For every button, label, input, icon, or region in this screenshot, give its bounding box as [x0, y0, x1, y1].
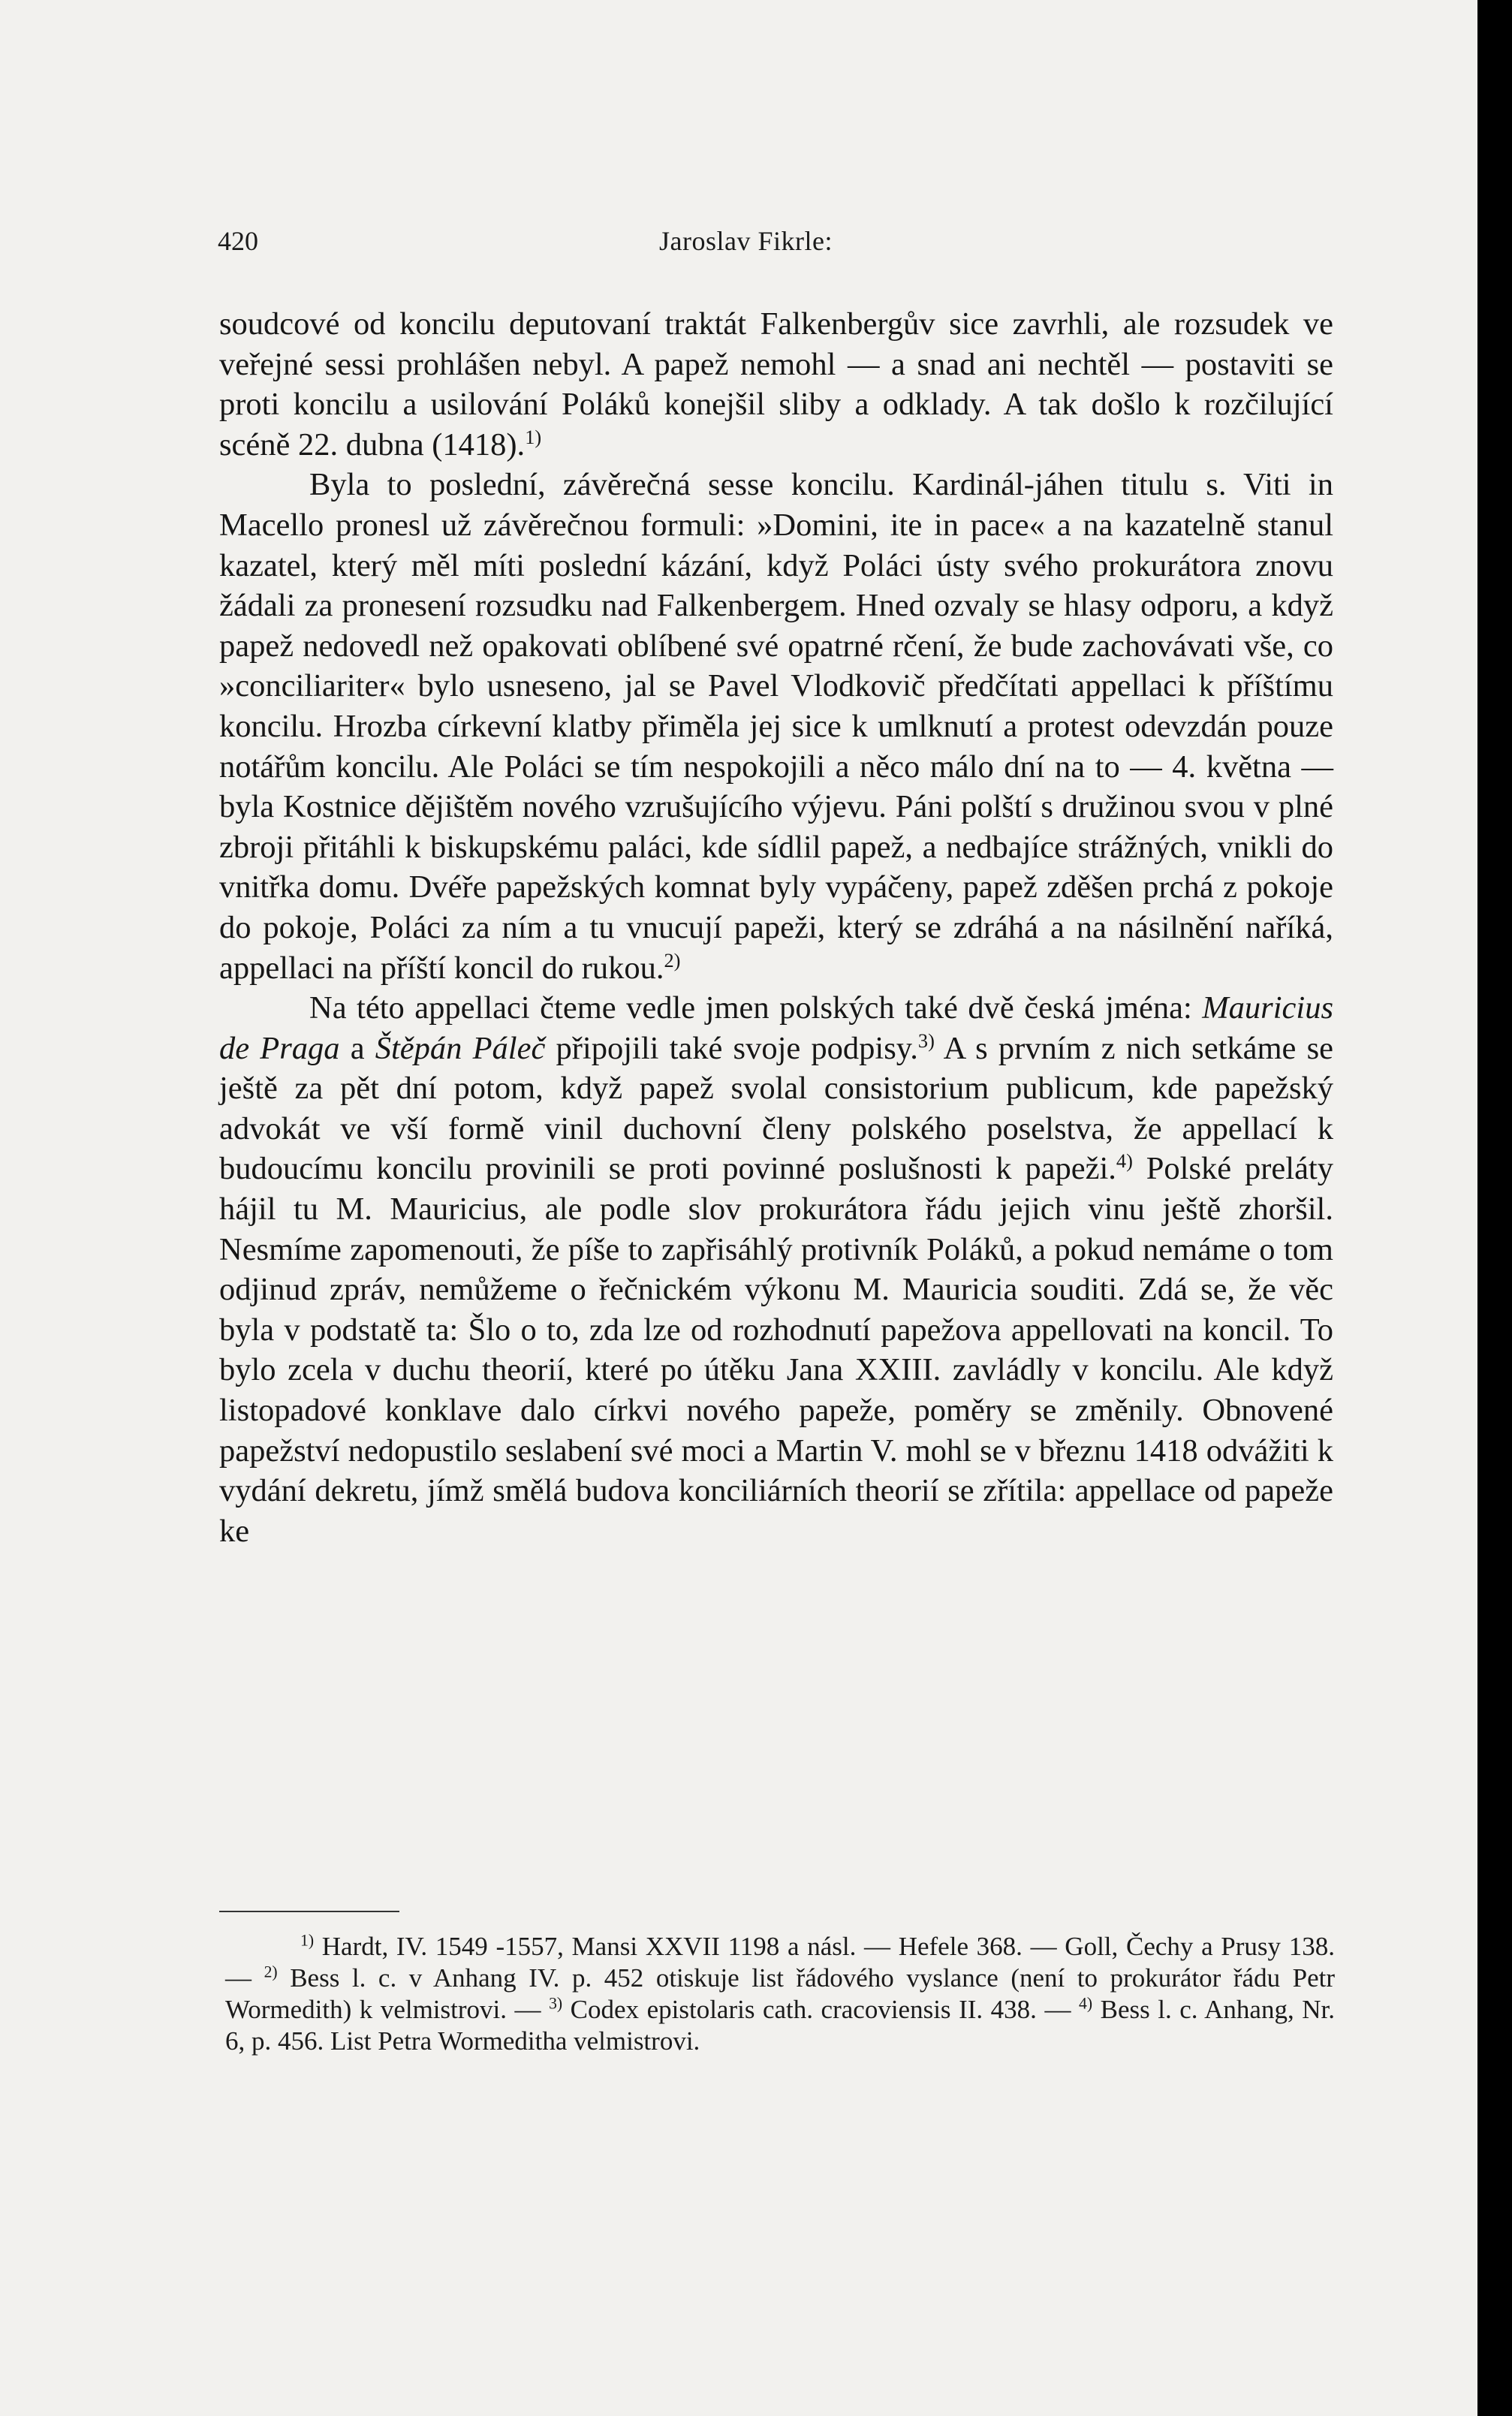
footnote-marker-2: 2) [264, 1963, 278, 1981]
paragraph-2 [219, 465, 1333, 988]
footnote-marker-3: 3) [549, 1994, 563, 2013]
name-mauricius: Mauricius de Praga [219, 990, 1333, 1066]
paragraph-3-text-a: Na této appellaci čteme vedle jmen polských také dvě česká jména: [309, 990, 1203, 1026]
footnote-3-text: Codex epistolaris cath. cracoviensis II. 438. — [562, 1995, 1079, 2024]
paragraph-3-text-b: a [339, 1030, 375, 1066]
footnote-marker-4: 4) [1078, 1994, 1093, 2013]
page-number: 420 [218, 226, 258, 256]
footnote-marker-1: 1) [300, 1931, 315, 1950]
footnote-ref-4: 4) [1116, 1150, 1133, 1173]
footnote-ref-2: 2) [664, 949, 681, 972]
name-palec: Štěpán Páleč [375, 1030, 546, 1066]
footnote-divider [219, 1911, 399, 1912]
body-text [219, 304, 1333, 1551]
paragraph-3-text-d: A s prvním z nich setkáme se ještě za pět dní potom, když papež svolal consistorium publicum, kde papežský advokát ve vší formě vinil duchovní členy polského poselstva, že appellací k budoucímu koncilu provinili se proti povinné poslušnosti k papeži. [219, 1030, 1333, 1187]
footnotes-text [225, 1931, 1335, 2057]
footnote-4-text: Bess l. c. Anhang, Nr. 6, p. 456. List Petra Wormeditha velmistrovi. [225, 1995, 1335, 2056]
paragraph-3-text-c: připojili také svoje podpisy. [545, 1030, 918, 1066]
paragraph-2-text: Byla to poslední, závěrečná sesse koncilu. Kardinál-jáhen titulu s. Viti in Macello pronesl už závěrečnou formuli: »Domini, ite in pace« a na kazatelně stanul kazatel, který měl míti poslední kázání, když Poláci ústy svého prokurátora znovu žádali za pronesení rozsudku nad Falkenbergem. Hned ozvaly se hlasy odporu, a když papež nedovedl než opakovati oblíbené své opatrné rčení, že bude zachovávati vše, co »conciliariter« bylo usneseno, jal se Pavel Vlodkovič předčítati appellaci k příštímu koncilu. Hrozba církevní klatby přiměla jej sice k umlknutí a protest odevzdán pouze notářům koncilu. Ale Poláci se tím nespokojili a něco málo dní na to — 4. května — byla Kostnice dějištěm nového vzrušujícího výjevu. Páni polští s družinou svou v plné zbroji přitáhli k biskupskému paláci, kde sídlil papež, a nedbajíce strážných, vnikli do vnitřka domu. Dvéře papežských komnat byly vypáčeny, papež zděšen prchá z pokoje do pokoje, Poláci za ním a tu vnucují papeži, který se zdráhá a na násilnění naříká, appellaci na příští koncil do rukou. [219, 467, 1333, 986]
footnote-ref-1: 1) [525, 426, 542, 448]
page-header [218, 225, 1344, 263]
paragraph-1 [219, 304, 1333, 465]
paragraph-3 [219, 988, 1333, 1551]
footnotes [225, 1931, 1335, 2057]
footnote-ref-3: 3) [917, 1029, 935, 1052]
paragraph-3-text-e: Polské preláty hájil tu M. Mauricius, ale podle slov prokurátora řádu jejich vinu ještě zhoršil. Nesmíme zapomenouti, že píše to zapřisáhlý protivník Poláků, a pokud nemáme o tom odjinud zpráv, nemůžeme o řečnickém výkonu M. Mauricia souditi. Zdá se, že věc byla v podstatě ta: Šlo o to, zda lze od rozhodnutí papežova appellovati na koncil. To bylo zcela v duchu theorií, které po útěku Jana XXIII. zavládly v koncilu. Ale když listopadové konklave dalo církvi nového papeže, poměry se změnily. Obnovené papežství nedopustilo seslabení své moci a Martin V. mohl se v březnu 1418 odvážiti k vydání dekretu, jímž smělá budova konciliárních theorií se zřítila: appellace od papeže ke [219, 1151, 1333, 1549]
footnote-1-text: Hardt, IV. 1549 -1557, Mansi XXVII 1198 a násl. — Hefele 368. — Goll, Čechy a Prusy 138. — [225, 1932, 1335, 1993]
footnote-2-text: Bess l. c. v Anhang IV. p. 452 otiskuje list řádového vyslance (není to prokurátor řádu Petr Wormedith) k velmistrovi. — [225, 1963, 1336, 2024]
paragraph-1-text: soudcové od koncilu deputovaní traktát Falkenbergův sice zavrhli, ale rozsudek ve veřejné sessi prohlášen nebyl. A papež nemohl — a snad ani nechtěl — postaviti se proti koncilu a usilování Poláků konejšil sliby a odklady. A tak došlo k rozčilující scéně 22. dubna (1418). [219, 306, 1333, 462]
running-head: Jaroslav Fikrle: [659, 226, 833, 256]
